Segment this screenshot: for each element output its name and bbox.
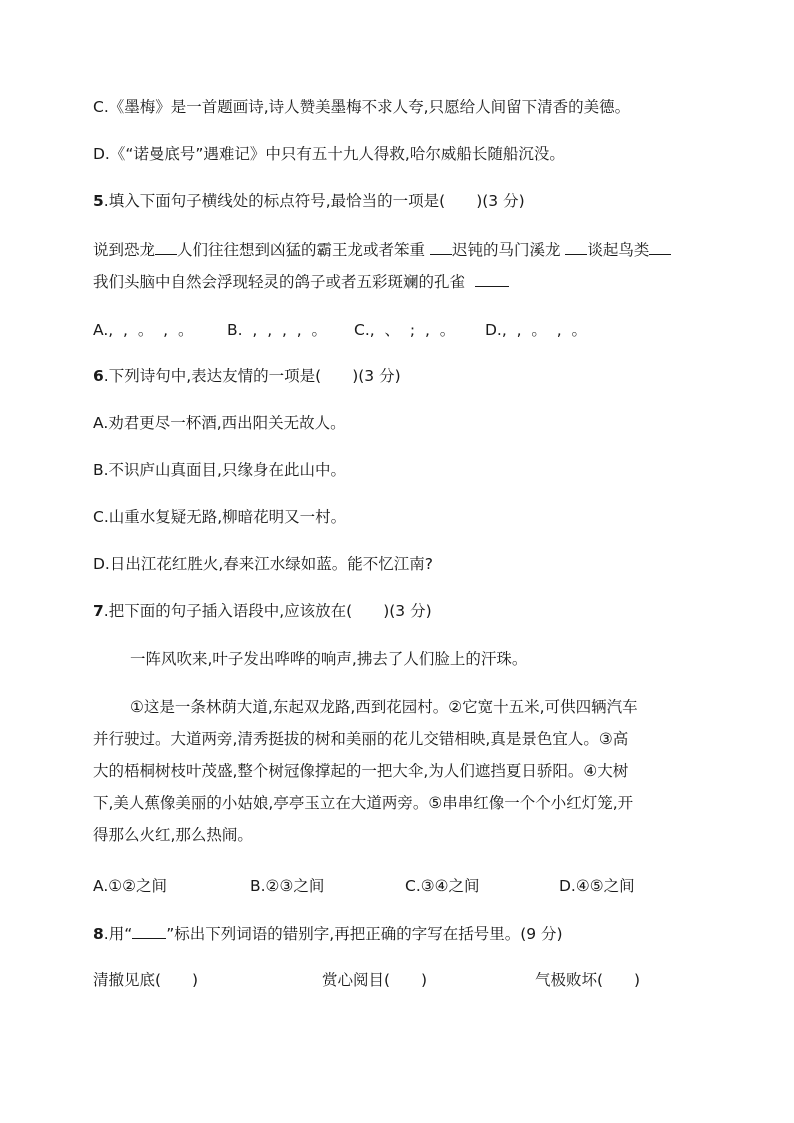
q7-number: 7 bbox=[93, 602, 104, 620]
q5-stem bbox=[93, 191, 525, 211]
q5-part-1: 说到恐龙 bbox=[93, 241, 156, 259]
q6-option-d: D.日出江花红胜火,春来江水绿如蓝。能不忆江南? bbox=[93, 555, 434, 573]
q8-stem-suffix: ”标出下列词语的错别字,再把正确的字写在括号里。(9 分) bbox=[166, 925, 563, 943]
q5-blank-3 bbox=[565, 240, 587, 255]
q6-option-c: C.山重水复疑无路,柳暗花明又一村。 bbox=[93, 508, 347, 526]
q6-stem-text: .下列诗句中,表达友情的一项是( )(3 分) bbox=[103, 367, 401, 385]
q8-underline-sample bbox=[132, 924, 166, 939]
q7-passage-line-5: 得那么火红,那么热闹。 bbox=[93, 826, 253, 844]
q5-blank-1 bbox=[155, 240, 177, 255]
q7-option-c: C.③④之间 bbox=[405, 877, 480, 895]
q7-stem bbox=[93, 601, 432, 621]
q6-option-b: B.不识庐山真面目,只缘身在此山中。 bbox=[93, 461, 346, 479]
q5-blank-4 bbox=[649, 240, 671, 255]
q6-number: 6 bbox=[93, 367, 104, 385]
q5-number: 5 bbox=[93, 192, 104, 210]
q7-option-d: D.④⑤之间 bbox=[559, 877, 635, 895]
q7-passage-line-1: ①这是一条林荫大道,东起双龙路,西到花园村。②它宽十五米,可供四辆汽车 bbox=[130, 698, 638, 716]
q8-item-3: 气极败坏( ) bbox=[535, 971, 641, 989]
q5-blank-5 bbox=[475, 272, 509, 287]
q5-option-a: A., , 。 , 。 bbox=[93, 321, 194, 339]
q5-part-2: 人们往往想到凶猛的霸王龙或者笨重 bbox=[177, 241, 426, 259]
q6-stem bbox=[93, 366, 401, 386]
q5-option-c: C., 、 ; , 。 bbox=[354, 321, 456, 339]
q7-insert-sentence: 一阵风吹来,叶子发出哗哗的响声,拂去了人们脸上的汗珠。 bbox=[130, 650, 528, 668]
q7-passage-line-3: 大的梧桐树枝叶茂盛,整个树冠像撑起的一把大伞,为人们遮挡夏日骄阳。④大树 bbox=[93, 762, 629, 780]
q8-stem-prefix: .用“ bbox=[103, 925, 133, 943]
q5-part-5: 我们头脑中自然会浮现轻灵的鸽子或者五彩斑斓的孔雀 bbox=[93, 273, 466, 291]
q8-item-2: 赏心阅目( ) bbox=[322, 971, 428, 989]
q6-option-a: A.劝君更尽一杯酒,西出阳关无故人。 bbox=[93, 414, 346, 432]
q7-option-a: A.①②之间 bbox=[93, 877, 168, 895]
q5-sentence-line-2 bbox=[93, 272, 509, 292]
q7-stem-text: .把下面的句子插入语段中,应该放在( )(3 分) bbox=[103, 602, 432, 620]
q7-option-b: B.②③之间 bbox=[250, 877, 325, 895]
q5-option-b: B. , , , , 。 bbox=[227, 321, 328, 339]
q5-sentence-line-1 bbox=[93, 240, 671, 260]
q5-stem-text: .填入下面句子横线处的标点符号,最恰当的一项是( )(3 分) bbox=[103, 192, 525, 210]
q8-stem bbox=[93, 924, 563, 944]
q4-option-c: C.《墨梅》是一首题画诗,诗人赞美墨梅不求人夸,只愿给人间留下清香的美德。 bbox=[93, 98, 631, 116]
q8-number: 8 bbox=[93, 925, 104, 943]
q5-part-3: 迟钝的马门溪龙 bbox=[451, 241, 561, 259]
q5-blank-2 bbox=[430, 240, 452, 255]
q8-item-1: 清撤见底( ) bbox=[93, 971, 199, 989]
q7-passage-line-2: 并行驶过。大道两旁,清秀挺拔的树和美丽的花儿交错相映,真是景色宜人。③高 bbox=[93, 730, 629, 748]
q7-passage-line-4: 下,美人蕉像美丽的小姑娘,亭亭玉立在大道两旁。⑤串串红像一个个小红灯笼,开 bbox=[93, 794, 634, 812]
q5-part-4: 谈起鸟类 bbox=[587, 241, 650, 259]
q5-option-d: D., , 。 , 。 bbox=[485, 321, 588, 339]
q4-option-d: D.《“诺曼底号”遇难记》中只有五十九人得救,哈尔威船长随船沉没。 bbox=[93, 145, 565, 163]
